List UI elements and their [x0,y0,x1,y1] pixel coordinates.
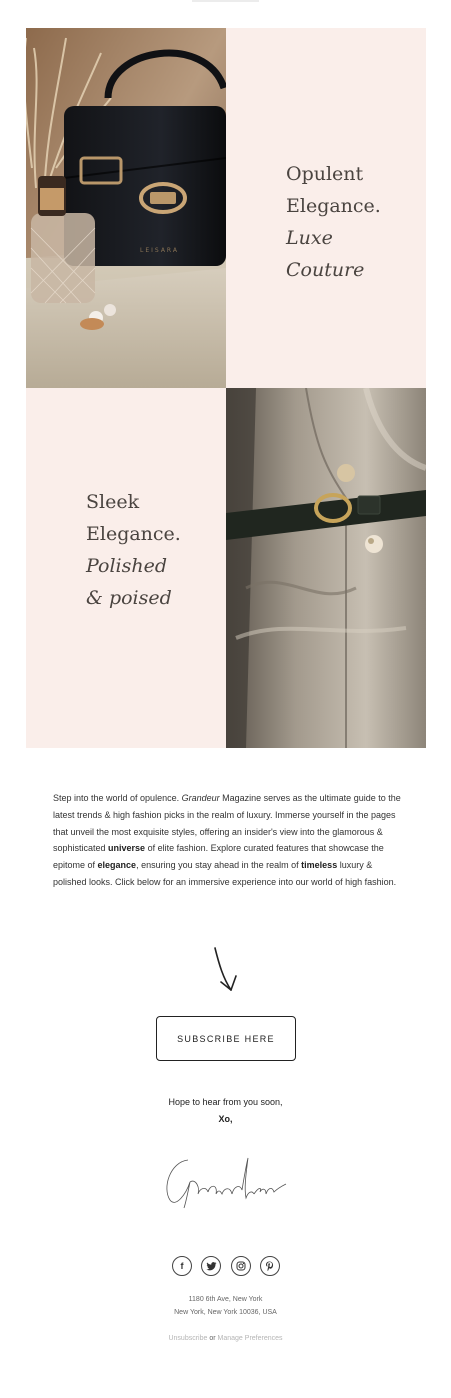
bag-brand-label: LEISARA [140,247,179,254]
intro-emphasis: universe [108,843,146,854]
manage-preferences-link[interactable]: Manage Preferences [217,1335,283,1342]
instagram-camera-icon [236,1261,246,1271]
belted-coat-illustration [226,388,426,748]
heading-italic-line: Luxe [286,227,333,249]
signoff-greeting: Hope to hear from you soon, [168,1097,283,1107]
hero-grid [26,28,426,748]
top-divider [192,0,259,2]
arrow-down-icon [209,946,243,996]
footer-links [0,1335,451,1342]
intro-text: of elite fashion. Explore curated features that showcase the epitome of [53,843,384,871]
intro-text: Step into the world of opulence. [53,793,182,803]
opulent-elegance-tile [226,28,426,388]
grandeur-signature [160,1148,290,1212]
facebook-glyph: f [180,1261,184,1271]
heading-line: Elegance. [86,523,181,545]
footer-or: or [207,1335,218,1342]
heading-line: Opulent [286,163,364,185]
pinterest-p-icon [265,1261,274,1272]
subscribe-button-label: SUBSCRIBE HERE [177,1033,275,1044]
instagram-icon[interactable] [231,1256,251,1276]
subscribe-button[interactable] [156,1016,296,1061]
intro-brand: Grandeur [181,793,220,803]
pinterest-icon[interactable] [260,1256,280,1276]
heading-italic-line: & poised [86,587,172,609]
facebook-icon[interactable] [172,1256,192,1276]
intro-emphasis: timeless [301,860,338,871]
heading-italic-line: Couture [286,259,365,281]
unsubscribe-link[interactable]: Unsubscribe [168,1335,208,1342]
sleek-elegance-tile [26,388,226,748]
social-links [172,1256,280,1278]
heading-line: Sleek [86,491,140,513]
handbag-photo [26,28,226,388]
heading-italic-line: Polished [86,555,168,577]
intro-text: luxury & polished looks. Click below for an immersive experience into our world of high fashion. [53,860,397,887]
intro-text: , ensuring you stay ahead in the realm of [136,860,302,871]
intro-text: Magazine serves as the ultimate guide to the latest trends & high fashion picks in the realm of luxury. Immerse yourself in the pages that unveil the most exquisite styles, offering an insider's view into the glamorous & sophisticated [53,793,401,854]
opulent-elegance-heading [286,158,381,286]
twitter-icon[interactable] [201,1256,221,1276]
twitter-bird-icon [206,1262,217,1271]
intro-emphasis: elegance [97,860,137,871]
belted-coat-photo [226,388,426,748]
signoff-xo: Xo, [218,1114,233,1124]
heading-line: Elegance. [286,195,381,217]
handbag-illustration [26,28,226,388]
address-line: 1180 6th Ave, New York [188,1296,263,1303]
intro-paragraph [53,790,401,891]
address-line: New York, New York 10036, USA [174,1309,277,1316]
sleek-elegance-heading [86,486,181,614]
